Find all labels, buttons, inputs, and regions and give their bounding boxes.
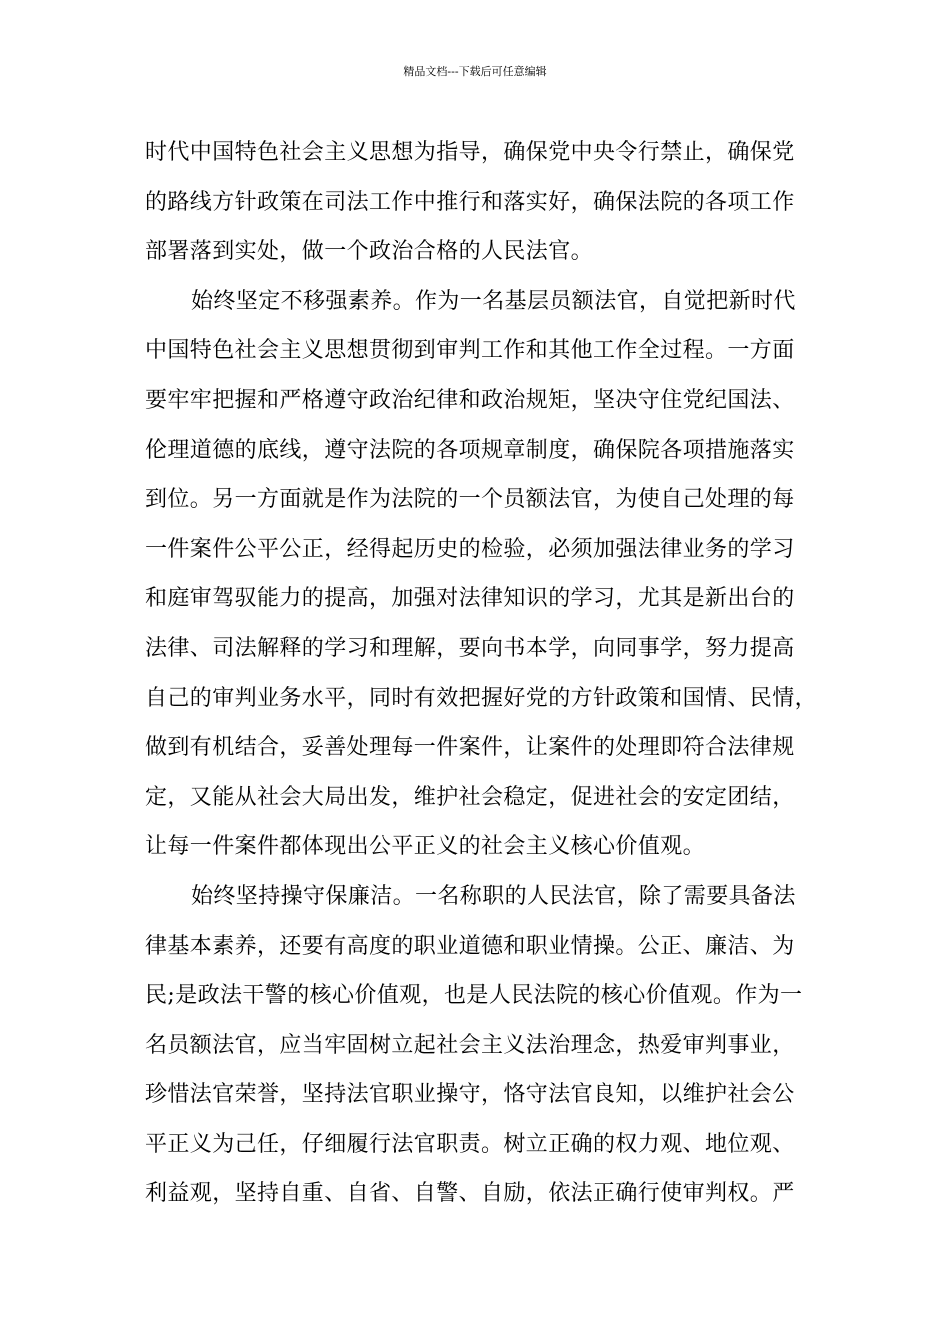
text-line: 利益观，坚持自重、自省、自警、自励，依法正确行使审判权。严 [145,1181,795,1207]
text-line: 伦理道德的底线，遵守法院的各项规章制度，确保院各项措施落实 [145,437,795,463]
text-line: 中国特色社会主义思想贯彻到审判工作和其他工作全过程。一方面 [145,338,795,364]
text-line: 要牢牢把握和严格遵守政治纪律和政治规矩，坚决守住党纪国法、 [145,387,795,413]
text-line: 民;是政法干警的核心价值观，也是人民法院的核心价值观。作为一 [145,983,803,1009]
text-line: 部署落到实处，做一个政治合格的人民法官。 [145,239,594,265]
text-line: 平正义为己任，仔细履行法官职责。树立正确的权力观、地位观、 [145,1131,795,1157]
page-header: 精品文档---下载后可任意编辑 [403,65,547,78]
text-line: 和庭审驾驭能力的提高，加强对法律知识的学习，尤其是新出台的 [145,586,795,612]
text-line: 让每一件案件都体现出公平正义的社会主义核心价值观。 [145,834,706,860]
text-line: 到位。另一方面就是作为法院的一个员额法官，为使自己处理的每 [145,487,795,513]
text-line: 法律、司法解释的学习和理解，要向书本学，向同事学，努力提高 [145,635,795,661]
text-line: 自己的审判业务水平，同时有效把握好党的方针政策和国情、民情， [145,685,818,711]
text-line: 的路线方针政策在司法工作中推行和落实好，确保法院的各项工作 [145,189,795,215]
text-line: 珍惜法官荣誉，坚持法官职业操守，恪守法官良知，以维护社会公 [145,1082,795,1108]
text-line: 定，又能从社会大局出发，维护社会稳定，促进社会的安定团结， [145,784,795,810]
document-body [145,128,825,1219]
paragraph-first-line: 始终坚定不移强素养。作为一名基层员额法官，自觉把新时代 [191,288,796,314]
text-line: 一件案件公平公正，经得起历史的检验，必须加强法律业务的学习 [145,536,795,562]
text-line: 做到有机结合，妥善处理每一件案件，让案件的处理即符合法律规 [145,735,795,761]
paragraph-first-line: 始终坚持操守保廉洁。一名称职的人民法官，除了需要具备法 [191,883,796,909]
text-line: 律基本素养，还要有高度的职业道德和职业情操。公正、廉洁、为 [145,933,795,959]
text-line: 时代中国特色社会主义思想为指导，确保党中央令行禁止，确保党 [145,140,795,165]
text-line: 名员额法官，应当牢固树立起社会主义法治理念，热爱审判事业， [145,1032,795,1058]
